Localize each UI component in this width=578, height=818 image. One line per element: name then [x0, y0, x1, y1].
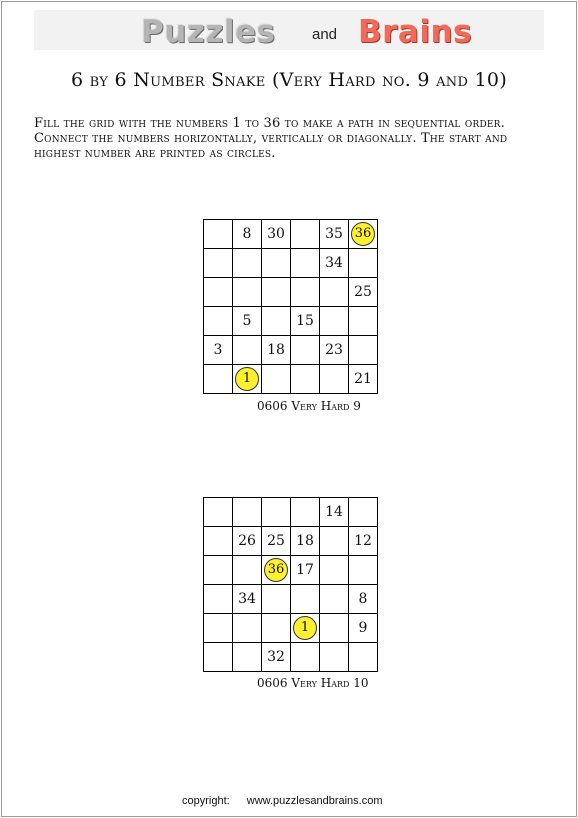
given-number: 34 [325, 255, 343, 271]
circled-number: 1 [235, 367, 259, 391]
grid-cell[interactable] [233, 585, 262, 614]
given-number: 32 [267, 649, 285, 665]
grid-cell[interactable] [291, 527, 320, 556]
grid-cell[interactable] [262, 249, 291, 278]
grid-cell[interactable] [349, 527, 378, 556]
grid-cell[interactable] [262, 365, 291, 394]
footer-url[interactable]: www.puzzlesandbrains.com [246, 795, 383, 807]
grid-cell[interactable] [349, 249, 378, 278]
given-number: 14 [325, 504, 343, 520]
grid-cell[interactable] [320, 556, 349, 585]
grid-row [204, 556, 378, 585]
grid-cell[interactable] [291, 498, 320, 527]
grid-cell[interactable] [320, 249, 349, 278]
grid-cell[interactable] [233, 365, 262, 394]
puzzle-caption-1: 0606 Very Hard 9 [257, 399, 361, 413]
grid-cell[interactable] [349, 556, 378, 585]
grid-cell[interactable] [349, 220, 378, 249]
grid-row [204, 336, 378, 365]
grid-row [204, 307, 378, 336]
grid-row [204, 278, 378, 307]
grid-cell[interactable] [262, 498, 291, 527]
given-number: 25 [354, 284, 372, 300]
grid-cell[interactable] [320, 220, 349, 249]
grid-row [204, 365, 378, 394]
grid-cell[interactable] [204, 527, 233, 556]
grid-cell[interactable] [233, 556, 262, 585]
grid-cell[interactable] [349, 278, 378, 307]
grid-row [204, 527, 378, 556]
header-banner [34, 10, 544, 50]
circled-number: 1 [293, 616, 317, 640]
grid-cell[interactable] [204, 614, 233, 643]
grid-cell[interactable] [291, 336, 320, 365]
logo-brains: Brains [358, 14, 472, 50]
page-title: 6 by 6 Number Snake (Very Hard no. 9 and 10) [70, 69, 508, 91]
grid-cell[interactable] [291, 220, 320, 249]
logo-puzzles: Puzzles [141, 14, 276, 50]
grid-cell[interactable] [233, 220, 262, 249]
grid-cell[interactable] [262, 336, 291, 365]
grid-row [204, 614, 378, 643]
grid-cell[interactable] [204, 585, 233, 614]
grid-cell[interactable] [233, 643, 262, 672]
grid-cell[interactable] [291, 556, 320, 585]
grid-row [204, 249, 378, 278]
grid-cell[interactable] [320, 336, 349, 365]
grid-cell[interactable] [291, 307, 320, 336]
grid-cell[interactable] [320, 527, 349, 556]
circled-number: 36 [351, 222, 375, 246]
grid-cell[interactable] [320, 498, 349, 527]
grid-cell[interactable] [262, 307, 291, 336]
puzzle-caption-2: 0606 Very Hard 10 [257, 676, 369, 690]
given-number: 18 [267, 342, 285, 358]
grid-cell[interactable] [233, 336, 262, 365]
grid-cell[interactable] [204, 336, 233, 365]
grid-cell[interactable] [291, 643, 320, 672]
given-number: 12 [354, 533, 372, 549]
footer [182, 795, 383, 807]
grid-cell[interactable] [233, 498, 262, 527]
puzzle-grid-1 [203, 219, 378, 394]
grid-cell[interactable] [349, 614, 378, 643]
grid-cell[interactable] [204, 307, 233, 336]
given-number: 18 [296, 533, 314, 549]
grid-cell[interactable] [233, 307, 262, 336]
grid-row [204, 220, 378, 249]
grid-row [204, 585, 378, 614]
given-number: 17 [296, 562, 314, 578]
grid-cell[interactable] [291, 585, 320, 614]
given-number: 8 [242, 226, 252, 242]
grid-cell[interactable] [204, 498, 233, 527]
given-number: 35 [325, 226, 343, 242]
grid-cell[interactable] [233, 527, 262, 556]
given-number: 26 [238, 533, 256, 549]
grid-cell[interactable] [320, 643, 349, 672]
given-number: 9 [358, 620, 368, 636]
grid-cell[interactable] [320, 614, 349, 643]
grid-cell[interactable] [262, 614, 291, 643]
grid-cell[interactable] [320, 278, 349, 307]
grid-cell[interactable] [349, 498, 378, 527]
grid-cell[interactable] [291, 249, 320, 278]
given-number: 8 [358, 591, 368, 607]
given-number: 23 [325, 342, 343, 358]
copyright-label: copyright: [182, 795, 230, 807]
given-number: 21 [354, 371, 372, 387]
grid-cell[interactable] [262, 220, 291, 249]
grid-cell[interactable] [204, 556, 233, 585]
given-number: 15 [296, 313, 314, 329]
grid-cell[interactable] [291, 614, 320, 643]
puzzle-grid-2 [203, 497, 378, 672]
grid-cell[interactable] [349, 307, 378, 336]
given-number: 30 [267, 226, 285, 242]
grid-cell[interactable] [320, 307, 349, 336]
grid-cell[interactable] [349, 585, 378, 614]
grid-cell[interactable] [349, 365, 378, 394]
grid-cell[interactable] [262, 585, 291, 614]
grid-cell[interactable] [204, 249, 233, 278]
grid-cell[interactable] [320, 585, 349, 614]
grid-cell[interactable] [262, 278, 291, 307]
instructions: Fill the grid with the numbers 1 to 36 to make a path in sequential order. Connect the numbers horizontally, vertically or diagonally. The start and highest number are printed as circles. [34, 116, 508, 161]
grid-cell[interactable] [291, 278, 320, 307]
grid-cell[interactable] [320, 365, 349, 394]
grid-cell[interactable] [204, 220, 233, 249]
grid-cell[interactable] [262, 643, 291, 672]
circled-number: 36 [264, 558, 288, 582]
grid-cell[interactable] [349, 643, 378, 672]
grid-cell[interactable] [204, 278, 233, 307]
grid-cell[interactable] [262, 527, 291, 556]
grid-cell[interactable] [291, 365, 320, 394]
logo-and: and [312, 26, 338, 43]
grid-cell[interactable] [233, 249, 262, 278]
given-number: 34 [238, 591, 256, 607]
grid-cell[interactable] [204, 643, 233, 672]
given-number: 25 [267, 533, 285, 549]
given-number: 5 [242, 313, 252, 329]
grid-cell[interactable] [233, 278, 262, 307]
grid-cell[interactable] [349, 336, 378, 365]
grid-cell[interactable] [204, 365, 233, 394]
given-number: 3 [213, 342, 223, 358]
grid-row [204, 498, 378, 527]
grid-cell[interactable] [233, 614, 262, 643]
grid-row [204, 643, 378, 672]
grid-cell[interactable] [262, 556, 291, 585]
